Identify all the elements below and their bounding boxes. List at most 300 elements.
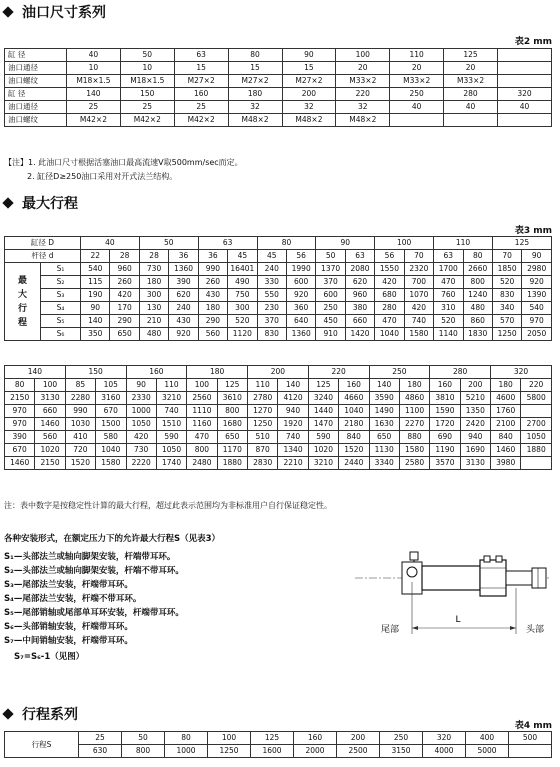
table-row	[5, 405, 552, 418]
table-cell: 540	[522, 302, 552, 315]
table-cell: 32	[228, 101, 282, 114]
table-cell	[498, 62, 552, 75]
table-cell: 1050	[156, 444, 186, 457]
table-4-label: 表4 mm	[514, 721, 552, 731]
rod-cell: 63	[345, 250, 374, 263]
install-item-s2: S₂—头部法兰或轴向脚架安装，杆端不带耳环。	[4, 566, 184, 576]
table-cell: 2580	[399, 457, 429, 470]
table-cell: M18×1.5	[67, 75, 121, 88]
port-size-note-2: 2. 缸径D≥250油口采用对开式法兰结构。	[27, 172, 178, 181]
table-cell: 960	[345, 289, 374, 302]
bore-cell: 140	[5, 366, 66, 379]
table-cell: 4860	[399, 392, 429, 405]
table-cell: 420	[110, 289, 139, 302]
table-cell: 920	[522, 276, 552, 289]
table-cell: 840	[491, 431, 521, 444]
stroke-label-char: 大	[17, 289, 27, 300]
table-cell: 3610	[217, 392, 247, 405]
table-cell: 90	[81, 302, 110, 315]
rod-cell: 36	[198, 250, 227, 263]
table-cell: 10	[67, 62, 121, 75]
table-cell: 450	[316, 315, 345, 328]
s-label: S₂	[41, 276, 81, 289]
bore-cell: 100	[375, 237, 434, 250]
table-cell: 480	[139, 328, 168, 341]
table-cell: 3340	[369, 457, 399, 470]
table-cell: 150	[120, 88, 174, 101]
table-cell: 230	[257, 302, 286, 315]
table-cell: 25	[174, 101, 228, 114]
table-cell: 970	[522, 315, 552, 328]
rod-cell: 56	[375, 250, 404, 263]
table-cell: 250	[380, 732, 423, 745]
table-row	[5, 114, 552, 127]
table-cell: 15	[282, 62, 336, 75]
s-label: S₄	[41, 302, 81, 315]
table-cell: 540	[81, 263, 110, 276]
table-cell	[498, 49, 552, 62]
rod-cell: 110	[156, 379, 186, 392]
install-item-s3: S₃—尾部法兰安装，杆端带耳环。	[4, 580, 133, 590]
table-row	[5, 276, 552, 289]
table-cell: 2150	[35, 457, 65, 470]
table-cell: 3590	[369, 392, 399, 405]
table-cell: 600	[286, 276, 315, 289]
table-cell: 1470	[308, 418, 338, 431]
table-cell: 40	[390, 101, 444, 114]
table-cell: 130	[139, 302, 168, 315]
table-cell: 140	[67, 88, 121, 101]
table-cell: 560	[35, 431, 65, 444]
table-cell: 990	[65, 405, 95, 418]
table-cell: 500	[509, 732, 552, 745]
table-cell: 490	[228, 276, 257, 289]
rod-cell: 45	[228, 250, 257, 263]
table-cell: 670	[96, 405, 126, 418]
table-cell: 50	[122, 732, 165, 745]
table-cell: 1250	[248, 418, 278, 431]
table-cell: 1690	[460, 444, 490, 457]
table-row	[5, 263, 552, 276]
table-cell: 180	[139, 276, 168, 289]
table-row	[5, 732, 552, 745]
table-cell: 330	[257, 276, 286, 289]
table-3-label: 表3 mm	[514, 226, 552, 236]
table-row	[5, 302, 552, 315]
table-cell: 740	[156, 405, 186, 418]
table-row	[5, 101, 552, 114]
table-cell: M42×2	[67, 114, 121, 127]
rod-cell: 200	[460, 379, 490, 392]
tail-label: 尾部	[380, 625, 400, 635]
table-row	[5, 444, 552, 457]
table-cell: 1020	[35, 444, 65, 457]
bore-cell: 90	[316, 237, 375, 250]
rod-cell: 45	[257, 250, 286, 263]
table-cell: 830	[257, 328, 286, 341]
table-cell: 470	[375, 315, 404, 328]
table-cell: 390	[169, 276, 198, 289]
table-cell: 40	[498, 101, 552, 114]
rod-cell: 36	[169, 250, 198, 263]
table-cell: 80	[165, 732, 208, 745]
row-header: 缸 径	[5, 88, 67, 101]
table-cell: 80	[228, 49, 282, 62]
table-cell: 5210	[460, 392, 490, 405]
table-cell: 390	[5, 431, 35, 444]
table-cell: 290	[110, 315, 139, 328]
rod-header: 杆径 d	[5, 250, 81, 263]
table-cell: 370	[316, 276, 345, 289]
table-cell: 2210	[278, 457, 308, 470]
table-cell: 140	[81, 315, 110, 328]
table-cell: 260	[198, 276, 227, 289]
table-cell: 800	[187, 444, 217, 457]
rod-cell: 50	[316, 250, 345, 263]
table-cell: 560	[198, 328, 227, 341]
table-cell: 3240	[308, 392, 338, 405]
table-cell: 620	[169, 289, 198, 302]
table-cell: 880	[399, 431, 429, 444]
table-cell: 1830	[463, 328, 492, 341]
section-title-text: 最大行程	[22, 196, 78, 212]
table-cell: 580	[96, 431, 126, 444]
table-cell: 1520	[65, 457, 95, 470]
stroke-label-char: 行	[17, 303, 27, 314]
table-row	[5, 315, 552, 328]
table-cell: 570	[492, 315, 521, 328]
table-cell: 470	[187, 431, 217, 444]
table-cell: 2660	[463, 263, 492, 276]
table-cell: M48×2	[336, 114, 390, 127]
table-cell: 110	[390, 49, 444, 62]
table-cell: 2270	[399, 418, 429, 431]
table-cell: 940	[460, 431, 490, 444]
table-cell	[444, 114, 498, 127]
table-cell: 1000	[126, 405, 156, 418]
table-cell: 2440	[339, 457, 369, 470]
table-cell: 210	[139, 315, 168, 328]
table-cell: 520	[228, 315, 257, 328]
rod-cell: 125	[217, 379, 247, 392]
install-item-s7: S₇—中间销轴安装，杆端带耳环。	[4, 636, 133, 646]
install-item-s5: S₅—尾部销轴或尾部单耳环安装，杆端带耳环。	[4, 608, 184, 618]
table-cell	[498, 114, 552, 127]
table-cell: 970	[5, 405, 35, 418]
table-cell: M27×2	[282, 75, 336, 88]
bore-cell: 150	[65, 366, 126, 379]
table-cell: 1850	[492, 263, 521, 276]
table-cell	[521, 457, 552, 470]
table-cell: 1120	[228, 328, 257, 341]
bore-header: 缸径 D	[5, 237, 81, 250]
table-cell: 400	[466, 732, 509, 745]
row-header: 油口螺纹	[5, 75, 67, 88]
table-cell: 10	[120, 62, 174, 75]
table-cell: 940	[278, 405, 308, 418]
table-cell: 1190	[430, 444, 460, 457]
port-size-table	[4, 48, 552, 127]
table-cell: 1440	[308, 405, 338, 418]
diamond-bullet-icon	[2, 6, 13, 17]
table-cell: 1700	[434, 263, 463, 276]
max-stroke-note: 注：表中数字是按稳定性计算的最大行程，超过此表示范围均为非标准用户自行保证稳定性。	[4, 501, 332, 510]
table-cell: M33×2	[390, 75, 444, 88]
rod-cell: 100	[35, 379, 65, 392]
table-cell: 1030	[65, 418, 95, 431]
table-cell: 510	[248, 431, 278, 444]
rod-cell: 56	[286, 250, 315, 263]
length-label: L	[455, 615, 461, 625]
table-cell: 520	[492, 276, 521, 289]
rod-cell: 140	[369, 379, 399, 392]
rod-cell: 140	[278, 379, 308, 392]
table-cell: 2780	[248, 392, 278, 405]
table-cell: 125	[251, 732, 294, 745]
table-cell: 1460	[491, 444, 521, 457]
rod-cell: 80	[5, 379, 35, 392]
table-cell: 860	[463, 315, 492, 328]
table-cell: 4660	[339, 392, 369, 405]
table-cell: 200	[282, 88, 336, 101]
table-cell: 1140	[434, 328, 463, 341]
table-cell: 620	[345, 276, 374, 289]
table-cell: 360	[286, 302, 315, 315]
table-row	[5, 328, 552, 341]
table-cell: 650	[369, 431, 399, 444]
table-cell: 380	[345, 302, 374, 315]
table-cell: 1110	[187, 405, 217, 418]
table-cell: 2330	[126, 392, 156, 405]
table-cell: 420	[126, 431, 156, 444]
table-cell: 670	[5, 444, 35, 457]
table-cell: 1250	[208, 745, 251, 758]
table-cell: 260	[110, 276, 139, 289]
table-cell: 520	[434, 315, 463, 328]
table-cell: 300	[139, 289, 168, 302]
table-cell: 470	[434, 276, 463, 289]
table-cell: 4120	[278, 392, 308, 405]
table-cell: 1130	[369, 444, 399, 457]
table-row	[5, 62, 552, 75]
table-cell: 740	[404, 315, 433, 328]
table-cell: 2320	[404, 263, 433, 276]
table-cell: 280	[375, 302, 404, 315]
table-cell: 290	[198, 315, 227, 328]
section-title-max-stroke	[2, 193, 78, 213]
table-cell: 430	[198, 289, 227, 302]
bore-cell: 40	[81, 237, 140, 250]
table-cell: 1390	[522, 289, 552, 302]
table-cell: 700	[404, 276, 433, 289]
table-cell: 680	[375, 289, 404, 302]
table-cell: 430	[169, 315, 198, 328]
table-cell: M33×2	[444, 75, 498, 88]
table-row	[5, 418, 552, 431]
table-cell: 1040	[339, 405, 369, 418]
rod-cell: 28	[139, 250, 168, 263]
section-title-stroke-series	[2, 704, 78, 724]
table-cell: 180	[198, 302, 227, 315]
table-cell: 1580	[399, 444, 429, 457]
table-cell: 600	[316, 289, 345, 302]
table-cell: M42×2	[120, 114, 174, 127]
table-cell: 1550	[375, 263, 404, 276]
table-cell: 3210	[308, 457, 338, 470]
table-row	[5, 250, 552, 263]
table-cell: 15	[174, 62, 228, 75]
table-cell: 115	[81, 276, 110, 289]
table-cell: 3160	[96, 392, 126, 405]
table-row	[5, 431, 552, 444]
table-cell: 200	[337, 732, 380, 745]
table-cell: 3980	[491, 457, 521, 470]
table-cell: 2560	[187, 392, 217, 405]
rod-cell: 90	[522, 250, 552, 263]
s-label: S₁	[41, 263, 81, 276]
table-cell: 340	[492, 302, 521, 315]
table-cell: 125	[444, 49, 498, 62]
table-cell: 2180	[339, 418, 369, 431]
table-cell: 1050	[126, 418, 156, 431]
table-cell: 5800	[521, 392, 552, 405]
tail-lug	[410, 552, 418, 560]
rod-cell: 28	[110, 250, 139, 263]
table-cell: 2100	[491, 418, 521, 431]
port-size-note-1: 【注】1. 此油口尺寸根据活塞油口最高流速V取500mm/sec而定。	[4, 158, 243, 167]
bore-cell: 200	[248, 366, 309, 379]
s-label: S₅	[41, 315, 81, 328]
table-cell: 590	[156, 431, 186, 444]
table-cell: 1630	[369, 418, 399, 431]
table-cell: 32	[336, 101, 390, 114]
table-cell: 3130	[460, 457, 490, 470]
table-cell	[390, 114, 444, 127]
table-cell: 25	[79, 732, 122, 745]
table-cell: 2150	[5, 392, 35, 405]
table-cell: 800	[217, 405, 247, 418]
table-cell: 660	[345, 315, 374, 328]
table-row	[5, 457, 552, 470]
table-cell: 740	[278, 431, 308, 444]
row-header: 油口通径	[5, 62, 67, 75]
table-cell: 1520	[339, 444, 369, 457]
table-cell: 730	[126, 444, 156, 457]
table-cell: 3810	[430, 392, 460, 405]
table-cell: 1250	[492, 328, 521, 341]
table-cell: 50	[120, 49, 174, 62]
table-cell: 2500	[337, 745, 380, 758]
rod-cell: 220	[521, 379, 552, 392]
table-cell: 2220	[126, 457, 156, 470]
table-cell: 160	[174, 88, 228, 101]
rod-cell: 110	[248, 379, 278, 392]
table-cell: 1270	[248, 405, 278, 418]
table-cell: 4600	[491, 392, 521, 405]
table-cell: 480	[463, 302, 492, 315]
row-header: 油口通径	[5, 101, 67, 114]
table-cell: 4000	[423, 745, 466, 758]
table-cell: 16401	[228, 263, 257, 276]
table-cell: 2420	[460, 418, 490, 431]
table-cell: 180	[228, 88, 282, 101]
table-cell: 1050	[521, 431, 552, 444]
table-cell: 420	[404, 302, 433, 315]
table-cell: 1360	[169, 263, 198, 276]
table-cell: 730	[139, 263, 168, 276]
table-cell: M18×1.5	[120, 75, 174, 88]
table-cell: 720	[65, 444, 95, 457]
table-cell: 630	[79, 745, 122, 758]
rod-cell: 22	[81, 250, 110, 263]
table-row	[5, 745, 552, 758]
table-cell: 1360	[286, 328, 315, 341]
table-cell: 25	[120, 101, 174, 114]
rod-cell: 70	[492, 250, 521, 263]
table-cell: 420	[375, 276, 404, 289]
rod-cell: 63	[434, 250, 463, 263]
table-cell: 250	[316, 302, 345, 315]
table-cell: 690	[430, 431, 460, 444]
table-cell: 280	[444, 88, 498, 101]
table-cell: 1350	[460, 405, 490, 418]
table-row	[5, 75, 552, 88]
table-cell: 2980	[522, 263, 552, 276]
table-cell: 960	[110, 263, 139, 276]
table-cell: 320	[498, 88, 552, 101]
table-cell: 2050	[522, 328, 552, 341]
rod-end	[532, 568, 546, 588]
table-cell: 1500	[96, 418, 126, 431]
table-cell: 370	[257, 315, 286, 328]
table-cell: 1740	[156, 457, 186, 470]
table-cell: 550	[257, 289, 286, 302]
table-cell: 2000	[294, 745, 337, 758]
table-cell: 1880	[217, 457, 247, 470]
head-label: 头部	[525, 625, 545, 635]
table-cell: M42×2	[174, 114, 228, 127]
table-cell: 3150	[380, 745, 423, 758]
table-cell: 3570	[430, 457, 460, 470]
install-forms-list	[4, 532, 334, 664]
cylinder-diagram	[350, 538, 555, 648]
table-cell: 1160	[187, 418, 217, 431]
rod-cell: 125	[308, 379, 338, 392]
section-title-port-size	[2, 2, 106, 22]
table-cell: 2080	[345, 263, 374, 276]
table-cell: 90	[282, 49, 336, 62]
table-cell: 20	[336, 62, 390, 75]
table-row	[5, 289, 552, 302]
table-cell	[521, 405, 552, 418]
table-cell: 20	[390, 62, 444, 75]
table-cell: 1420	[345, 328, 374, 341]
section-title-text: 油口尺寸系列	[22, 5, 106, 21]
cylinder-barrel	[422, 566, 480, 590]
s-label: S₆	[41, 328, 81, 341]
table-cell	[509, 745, 552, 758]
piston-rod	[506, 571, 532, 585]
row-header: 油口螺纹	[5, 114, 67, 127]
table-cell: 40	[67, 49, 121, 62]
table-cell: 1340	[278, 444, 308, 457]
table-cell: 650	[217, 431, 247, 444]
install-item-s4: S₄—尾部法兰安装，杆端不带耳环。	[4, 594, 142, 604]
bore-cell: 250	[369, 366, 430, 379]
table-cell: 990	[198, 263, 227, 276]
table-cell: 2280	[65, 392, 95, 405]
install-item-s1: S₁—头部法兰或轴向脚架安装，杆端带耳环。	[4, 552, 176, 562]
